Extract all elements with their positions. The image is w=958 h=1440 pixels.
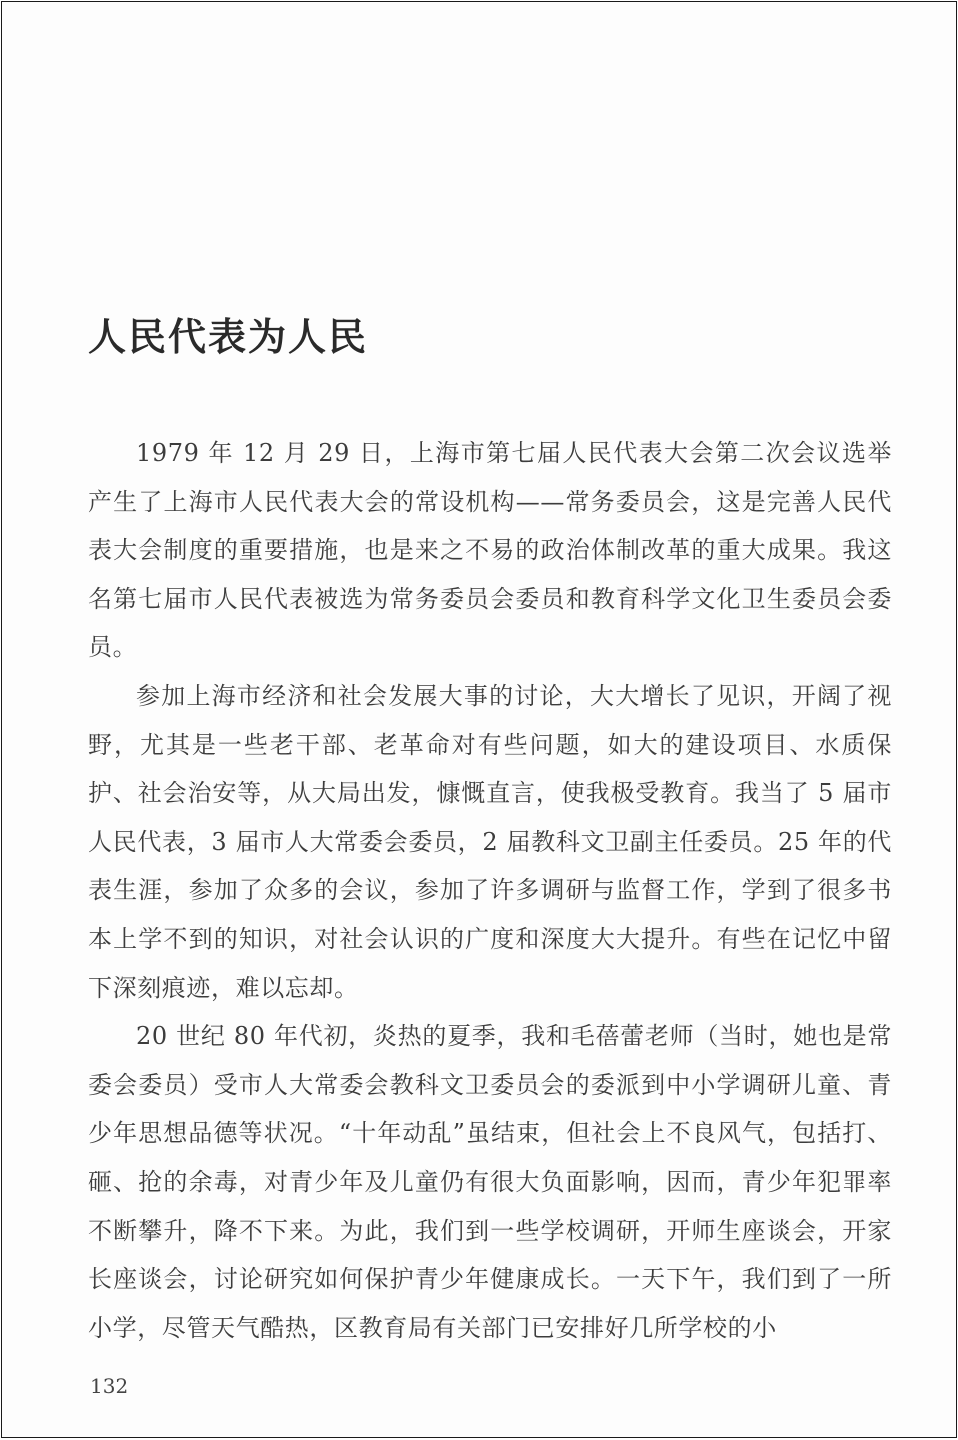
book-page — [1, 1, 957, 1438]
paragraph-1: 1979 年 12 月 29 日，上海市第七届人民代表大会第二次会议选举产生了上海市人民代表大会的常设机构——常务委员会，这是完善人民代表大会制度的重要措施，也是来之不易的政治体制改革的重大成果。我这名第七届市人民代表被选为常务委员会委员和教育科学文化卫生委员会委员。 — [88, 439, 892, 662]
chapter-title: 人民代表为人民 — [88, 315, 369, 359]
page-number: 132 — [90, 1374, 129, 1398]
paragraph-3: 20 世纪 80 年代初，炎热的夏季，我和毛蓓蕾老师（当时，她也是常委会委员）受市人大常委会教科文卫委员会的委派到中小学调研儿童、青少年思想品德等状况。“十年动乱”虽结束，但社会上不良风气，包括打、砸、抢的余毒，对青少年及儿童仍有很大负面影响，因而，青少年犯罪率不断攀升，降不下来。为此，我们到一些学校调研，开师生座谈会，开家长座谈会，讨论研究如何保护青少年健康成长。一天下午，我们到了一所小学，尽管天气酷热，区教育局有关部门已安排好几所学校的小 — [88, 1022, 892, 1342]
paragraph-2: 参加上海市经济和社会发展大事的讨论，大大增长了见识，开阔了视野，尤其是一些老干部、老革命对有些问题，如大的建设项目、水质保护、社会治安等，从大局出发，慷慨直言，使我极受教育。我当了 5 届市人民代表，3 届市人大常委会委员，2 届教科文卫副主任委员。25 年的代表生涯，参加了众多的会议，参加了许多调研与监督工作，学到了很多书本上学不到的知识，对社会认识的广度和深度大大提升。有些在记忆中留下深刻痕迹，难以忘却。 — [88, 681, 892, 1002]
chapter-body — [88, 429, 892, 1352]
